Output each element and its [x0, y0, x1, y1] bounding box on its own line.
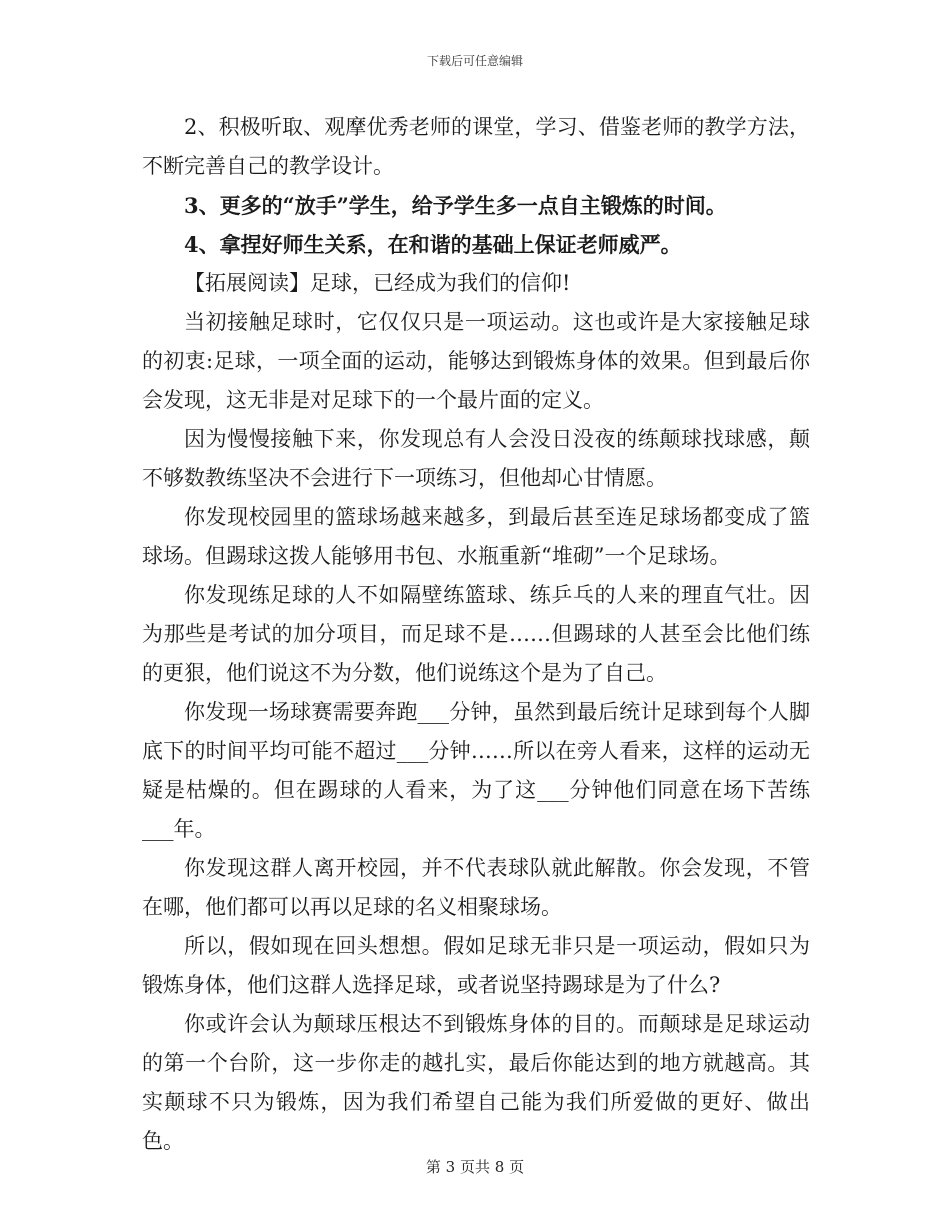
paragraph-team-reunion: 你发现这群人离开校园，并不代表球队就此解散。你会发现，不管在哪，他们都可以再以足球的名义相聚球场。	[142, 856, 810, 919]
paragraph-juggling: 因为慢慢接触下来，你发现总有人会没日没夜的练颠球找球感，颠不够数教练坚决不会进行下一项练习，但他却心甘情愿。	[142, 427, 810, 490]
paragraph-intro: 当初接触足球时，它仅仅只是一项运动。这也或许是大家接触足球的初衷:足球，一项全面的运动，能够达到锻炼身体的效果。但到最后你会发现，这无非是对足球下的一个最片面的定义。	[142, 310, 810, 412]
paragraph-item-4: 4、拿捏好师生关系，在和谐的基础上保证老师威严。	[184, 232, 682, 257]
page-header-note: 下载后可任意编辑	[426, 54, 523, 68]
paragraph-item-2: 2、积极听取、观摩优秀老师的课堂，学习、借鉴老师的教学方法，不断完善自己的教学设计。	[142, 115, 810, 178]
paragraph-reflection: 所以，假如现在回头想想。假如足球无非只是一项运动，假如只为锻炼身体，他们这群人选择足球，或者说坚持踢球是为了什么?	[142, 934, 810, 997]
page-footer-number: 第 3 页共 8 页	[425, 1158, 525, 1176]
paragraph-basketball-courts: 你发现校园里的篮球场越来越多，到最后甚至连足球场都变成了篮球场。但踢球这拨人能够用书包、水瓶重新“堆砌”一个足球场。	[142, 505, 810, 568]
paragraph-item-3: 3、更多的“放手”学生，给予学生多一点自主锻炼的时间。	[184, 193, 727, 218]
extended-reading-title: 【拓展阅读】足球，已经成为我们的信仰!	[184, 271, 571, 295]
paragraph-match-minutes: 你发现一场球赛需要奔跑___分钟，虽然到最后统计足球到每个人脚底下的时间平均可能不超过___分钟……所以在旁人看来，这样的运动无疑是枯燥的。但在踢球的人看来，为了这___分钟他们同意在场下苦练___年。	[142, 700, 810, 841]
paragraph-conclusion: 你或许会认为颠球压根达不到锻炼身体的目的。而颠球是足球运动的第一个台阶，这一步你走的越扎实，最后你能达到的地方就越高。其实颠球不只为锻炼，因为我们希望自己能为我们所爱做的更好、做出色。	[142, 1012, 810, 1153]
document-body	[142, 108, 810, 1161]
paragraph-exam-points: 你发现练足球的人不如隔壁练篮球、练乒乓的人来的理直气壮。因为那些是考试的加分项目，而足球不是……但踢球的人甚至会比他们练的更狠，他们说这不为分数，他们说练这个是为了自己。	[142, 583, 810, 685]
